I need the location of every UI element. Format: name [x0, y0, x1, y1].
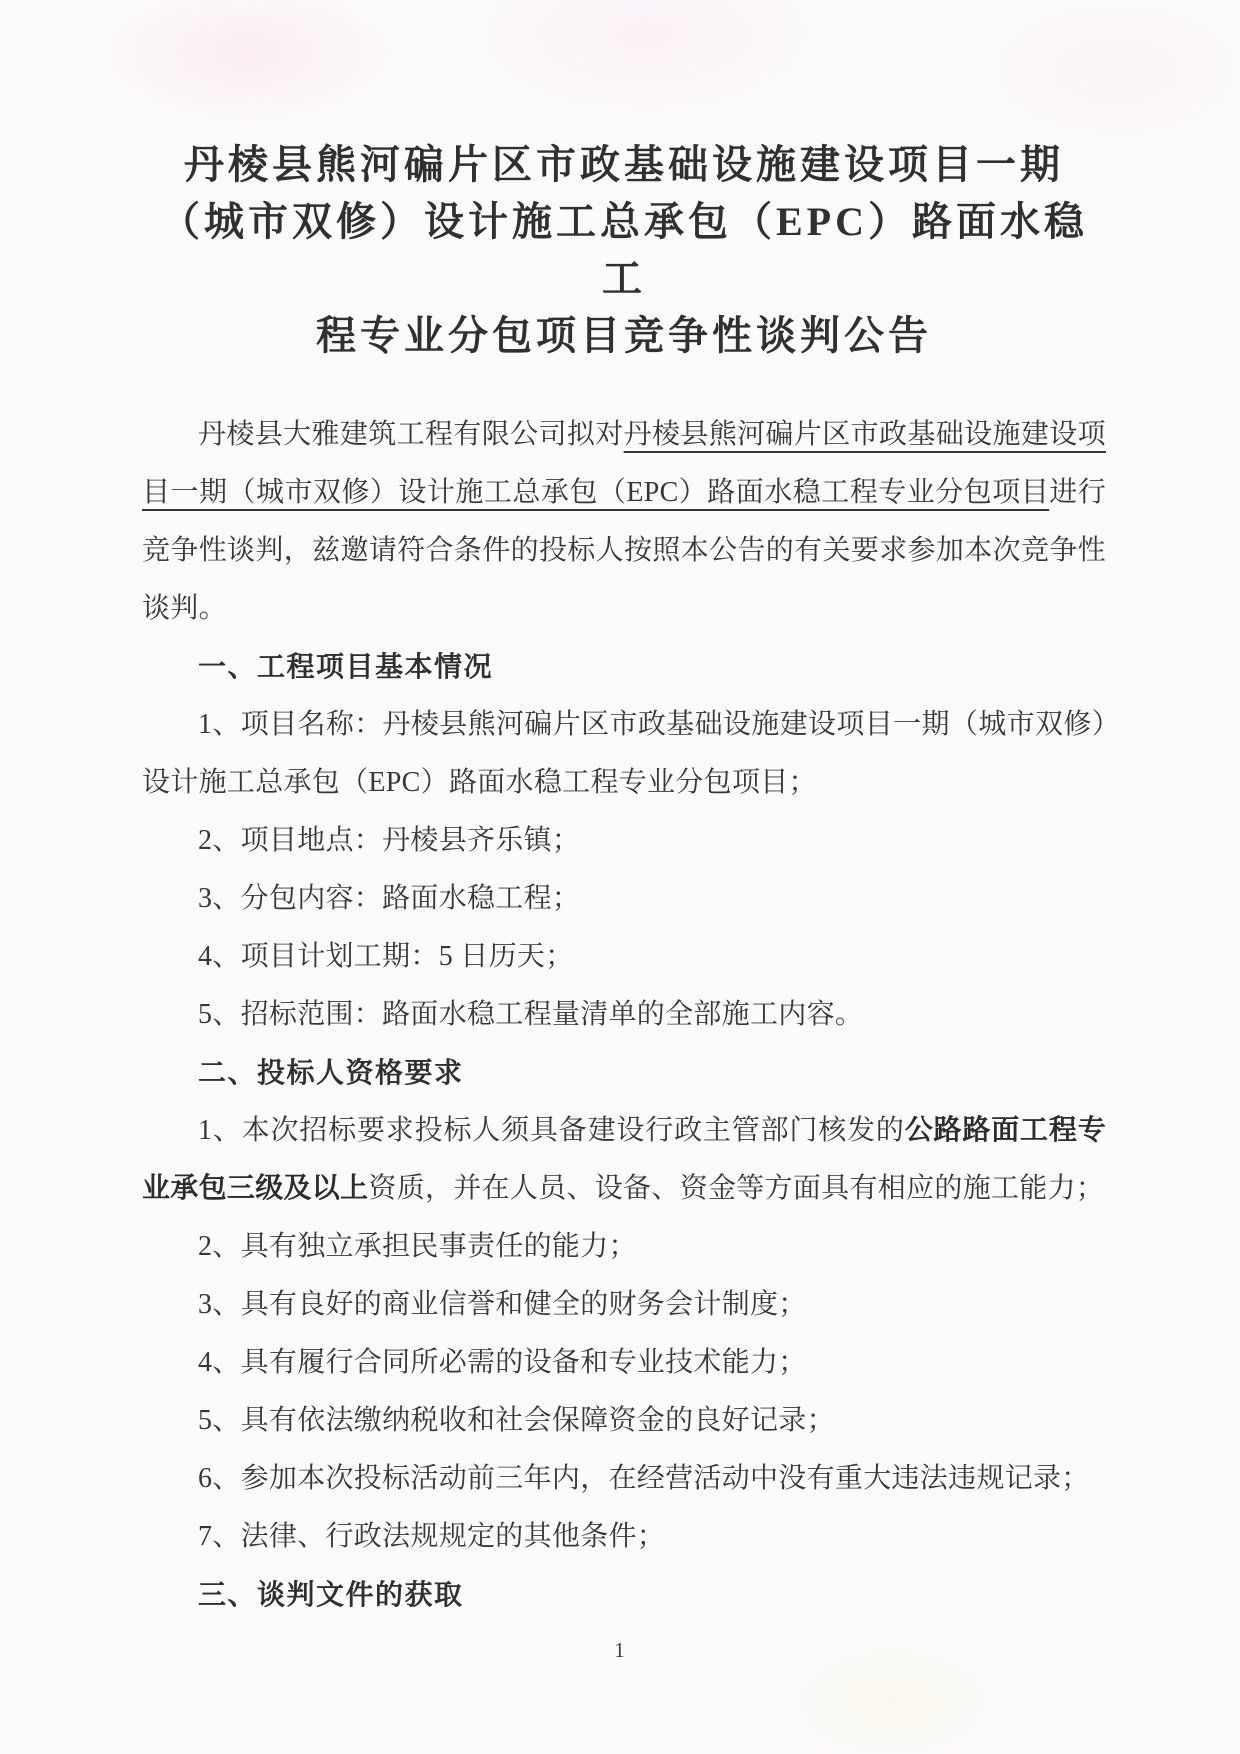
intro-text-pre: 丹棱县大雅建筑工程有限公司拟对 [198, 419, 624, 450]
section1-heading: 一、工程项目基本情况 [198, 651, 494, 682]
title-line-3: 程专业分包项目竞争性谈判公告 [316, 313, 932, 358]
section1-item-3: 3、分包内容：路面水稳工程； [198, 883, 581, 914]
section2-heading: 二、投标人资格要求 [198, 1057, 464, 1088]
title-line-2: （城市双修）设计施工总承包（EPC）路面水稳工 [160, 199, 1088, 301]
title-line-1: 丹棱县熊河碥片区市政基础设施建设项目一期 [184, 142, 1064, 187]
section2-item-4: 4、具有履行合同所必需的设备和专业技术能力； [198, 1347, 807, 1378]
page-number: 1 [614, 1638, 626, 1662]
section2-item-7: 7、法律、行政法规规定的其他条件； [198, 1521, 666, 1552]
section1-item-4: 4、项目计划工期：5 日历天； [198, 941, 574, 972]
section2-item-1-bold: 公路路面工程专业承包三级及以上 [142, 1115, 1106, 1204]
section2-item-1-pre: 1、本次招标要求投标人须具备建设行政主管部门核发的 [198, 1115, 905, 1146]
section2-item-3: 3、具有良好的商业信誉和健全的财务会计制度； [198, 1289, 807, 1320]
section2-item-1-post: 资质，并在人员、设备、资金等方面具有相应的施工能力； [368, 1173, 1105, 1204]
section2-item-6: 6、参加本次投标活动前三年内，在经营活动中没有重大违法违规记录； [198, 1463, 1090, 1494]
section1-item-1: 1、项目名称：丹棱县熊河碥片区市政基础设施建设项目一期（城市双修）设计施工总承包（EPC）路面水稳工程专业分包项目； [142, 709, 1106, 798]
intro-paragraph [142, 406, 1106, 638]
section3-heading: 三、谈判文件的获取 [198, 1579, 464, 1610]
section1-item-5: 5、招标范围：路面水稳工程量清单的全部施工内容。 [198, 999, 864, 1030]
section2-item-5: 5、具有依法缴纳税收和社会保障资金的良好记录； [198, 1405, 835, 1436]
section2-item-1 [142, 1102, 1106, 1218]
intro-text-post: 进行竞争性谈判，兹邀请符合条件的投标人按照本公告的有关要求参加本次竞争性谈判。 [142, 477, 1106, 624]
section2-item-2: 2、具有独立承担民事责任的能力； [198, 1231, 637, 1262]
intro-text-underlined: 丹棱县熊河碥片区市政基础设施建设项目一期（城市双修）设计施工总承包（EPC）路面水稳工程专业分包项目 [142, 419, 1106, 508]
document-title [142, 136, 1106, 364]
section1-item-2: 2、项目地点：丹棱县齐乐镇； [198, 825, 581, 856]
